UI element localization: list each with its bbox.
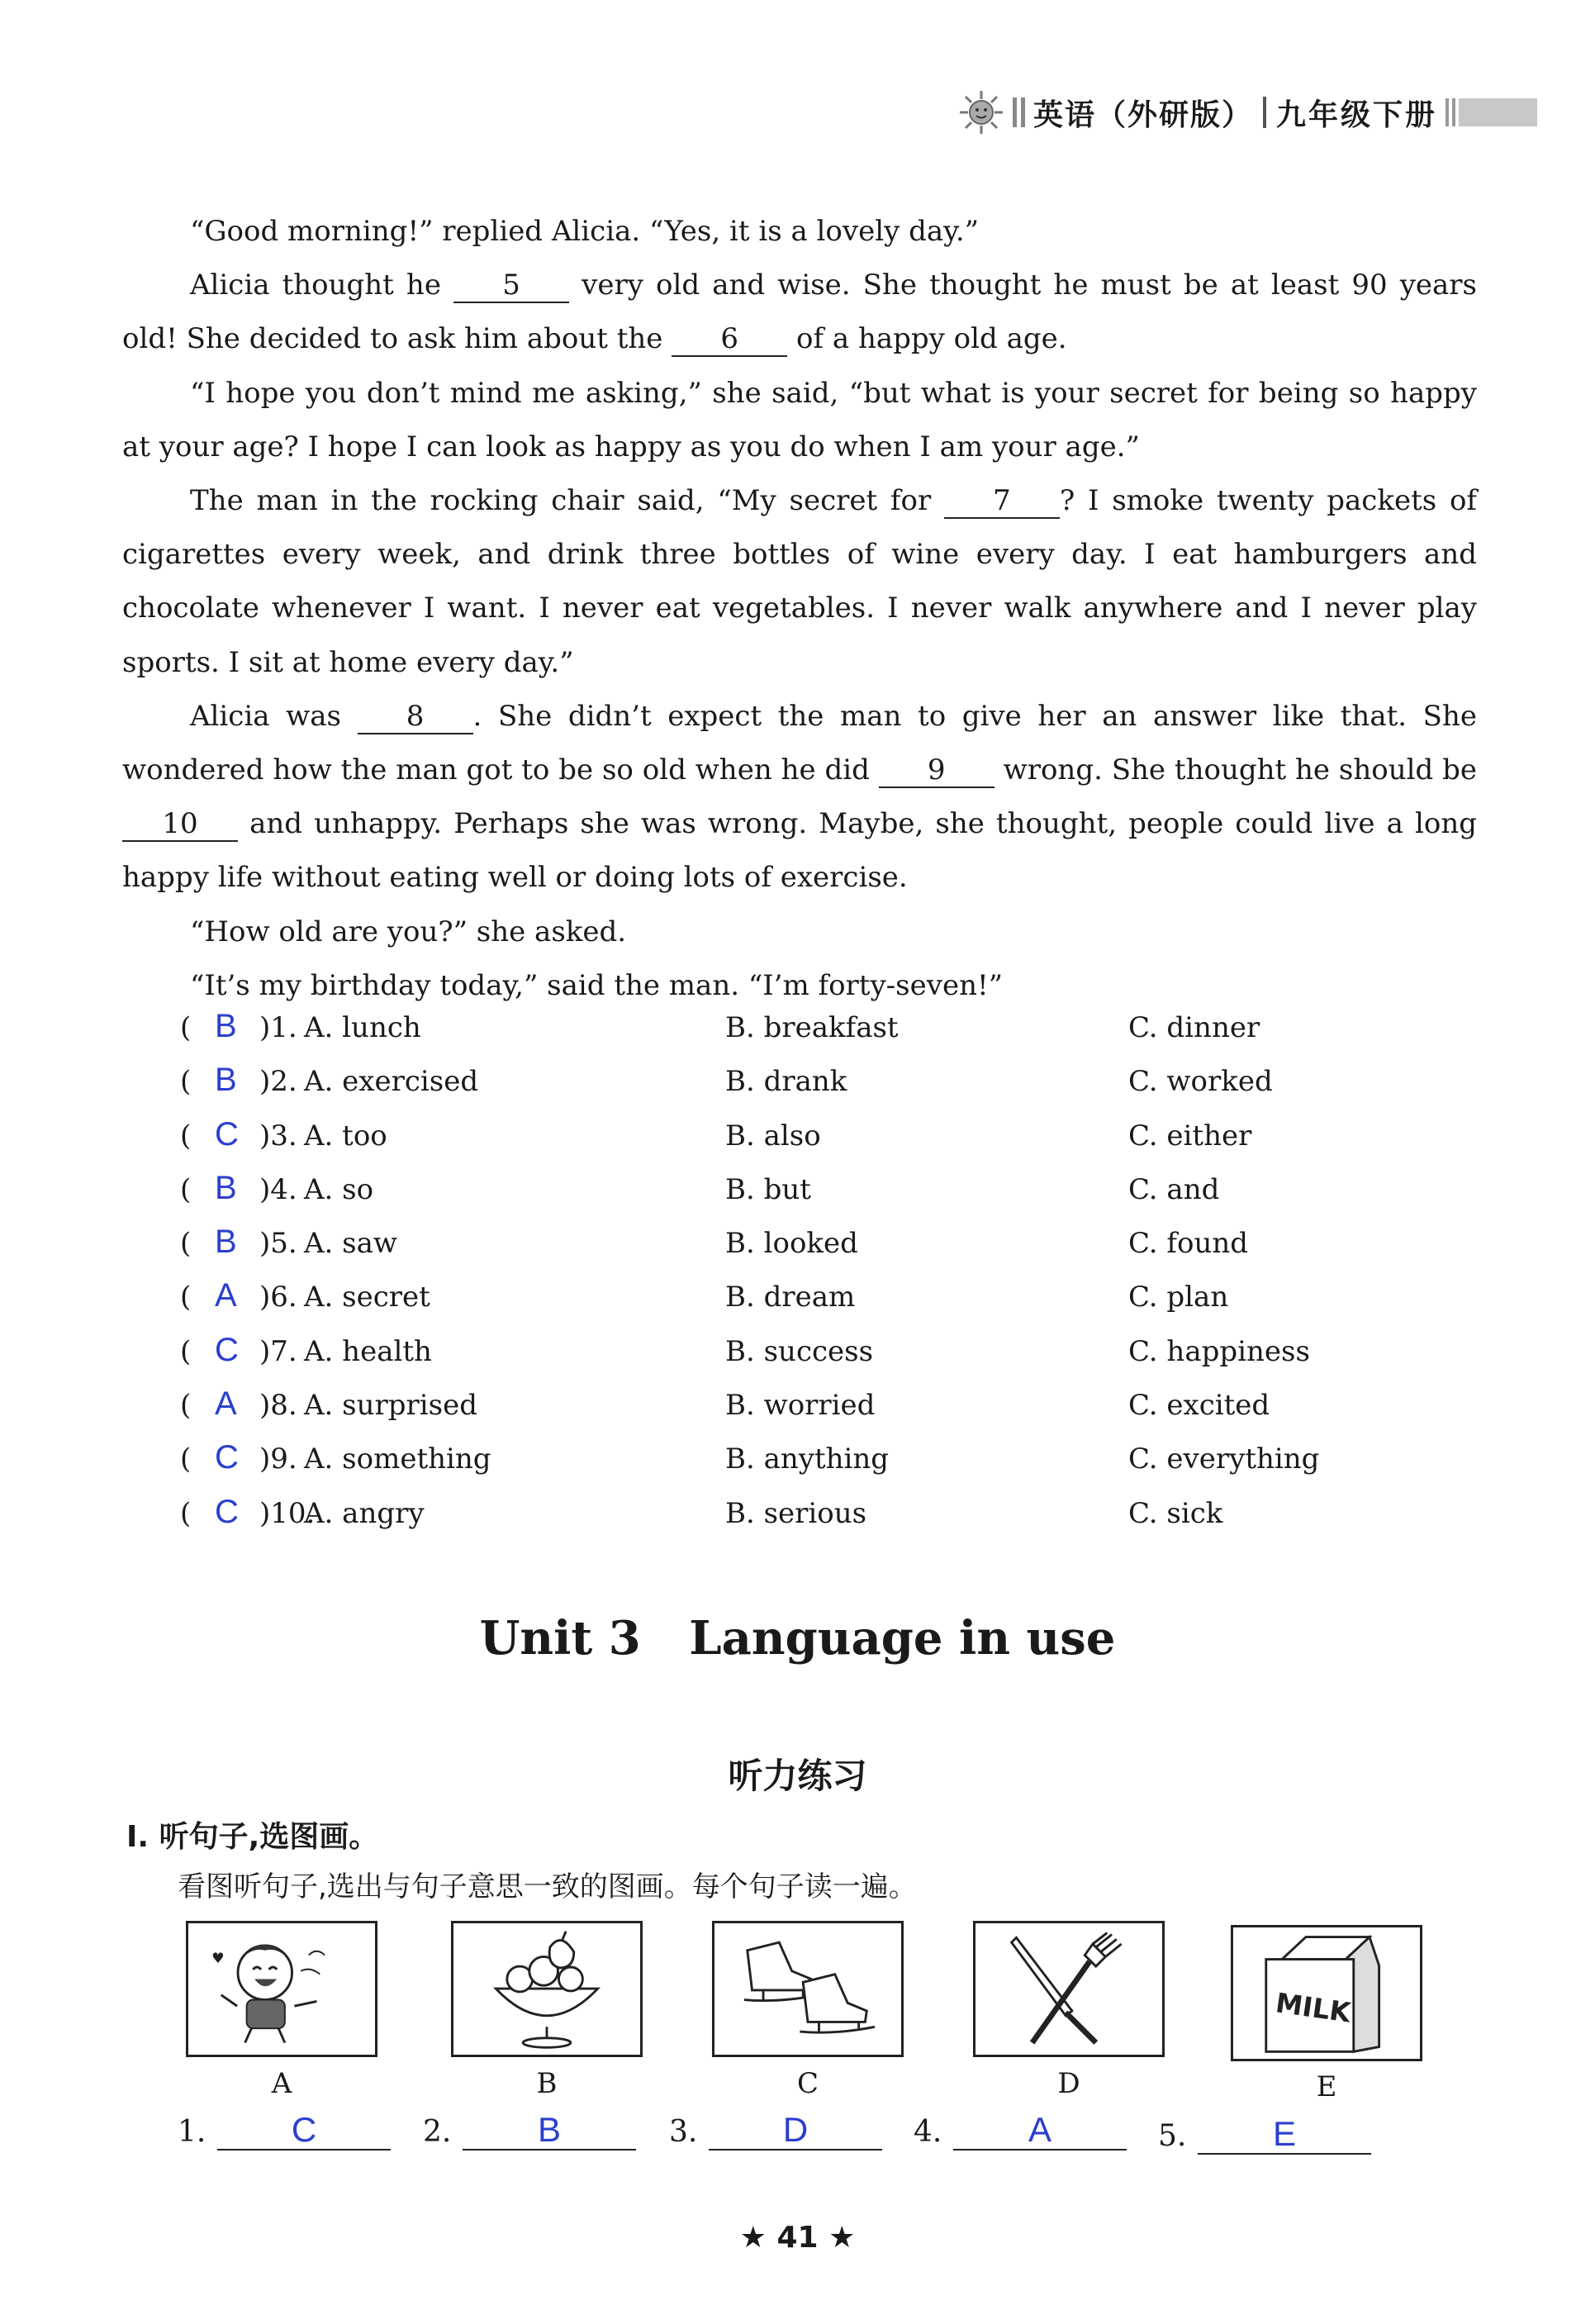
answer-mark: C xyxy=(215,1439,239,1476)
blank-5: 5 xyxy=(453,269,569,303)
sun-emblem-icon xyxy=(958,89,1004,135)
picture-label-e: E xyxy=(1316,2070,1337,2103)
choice-b: B. dream xyxy=(725,1281,856,1314)
choice-a: A. secret xyxy=(304,1281,430,1314)
passage-paragraph: “Good morning!” replied Alicia. “Yes, it is a lovely day.” xyxy=(190,215,980,248)
choice-b: B. success xyxy=(725,1334,874,1368)
choice-b: B. drank xyxy=(725,1065,847,1099)
answer-mark: A xyxy=(215,1277,237,1314)
passage-paragraph: “It’s my birthday today,” said the man. “I’m forty-seven!” xyxy=(190,968,1004,1002)
choice-a: A. something xyxy=(304,1442,491,1476)
fruit-bowl-icon xyxy=(453,1923,640,2055)
laughing-child-icon xyxy=(188,1923,375,2055)
picture-d xyxy=(973,1921,1165,2057)
choice-b: B. serious xyxy=(725,1496,867,1530)
passage-paragraph: Alicia was 8 . She didn’t expect the man to give her an answer like that. She wondered how the man got to be so old when he did 9 wrong. She thought he should be 10 and unhappy. Perhaps she was wrong. Maybe, she thought, people could live a long happy life without eating well or doing lots of exercise. xyxy=(122,699,1477,895)
choice-a: A. health xyxy=(304,1334,432,1368)
answer-blank-3[interactable]: 3. D xyxy=(669,2111,882,2151)
answer-blank-2[interactable]: 2. B xyxy=(423,2111,636,2151)
choice-c: C. everything xyxy=(1128,1442,1320,1476)
part-title: Ⅰ. 听句子,选图画。 xyxy=(126,1820,379,1854)
choice-a: A. so xyxy=(304,1172,374,1206)
choice-b: B. breakfast xyxy=(725,1011,899,1044)
choice-a: A. angry xyxy=(304,1496,425,1530)
picture-label-d: D xyxy=(1057,2067,1080,2100)
header-subject: 英语（外研版） xyxy=(1033,97,1254,132)
answer-value[interactable]: A xyxy=(953,2111,1127,2151)
instruction-text: 看图听句子,选出与句子意思一致的图画。每个句子读一遍。 xyxy=(178,1870,917,1903)
answer-mark: C xyxy=(215,1115,239,1152)
choice-b: B. looked xyxy=(725,1227,858,1261)
answer-mark: B xyxy=(215,1062,237,1099)
choice-c: C. excited xyxy=(1128,1389,1270,1423)
unit-title: Unit 3 Language in use xyxy=(479,1611,1116,1666)
picture-e xyxy=(1231,1925,1422,2061)
answer-value[interactable]: B xyxy=(463,2111,636,2151)
choice-c: C. sick xyxy=(1128,1496,1223,1530)
answer-blank-5[interactable]: 5. E xyxy=(1158,2115,1371,2155)
choice-c: C. plan xyxy=(1128,1281,1229,1314)
picture-label-b: B xyxy=(536,2067,558,2100)
choice-c: C. found xyxy=(1128,1227,1249,1261)
header-bars xyxy=(1013,97,1025,127)
choice-a: A. surprised xyxy=(304,1389,477,1423)
answer-mark: B xyxy=(215,1224,237,1261)
page-header xyxy=(958,88,1537,137)
blank-10: 10 xyxy=(122,807,238,842)
answer-value[interactable]: C xyxy=(217,2111,391,2151)
svg-text:♥: ♥ xyxy=(211,1951,225,1968)
choice-b: B. but xyxy=(725,1172,811,1206)
reading-passage xyxy=(122,205,1477,1013)
choice-c: C. happiness xyxy=(1128,1334,1310,1368)
choice-c: C. either xyxy=(1128,1119,1252,1152)
picture-c xyxy=(712,1921,904,2057)
answer-mark: B xyxy=(215,1008,237,1044)
passage-paragraph: Alicia thought he 5 very old and wise. She thought he must be at least 90 years old! She decided to ask him about the 6 of a happy old age. xyxy=(122,269,1478,356)
answer-value[interactable]: E xyxy=(1198,2115,1371,2155)
answer-blank-4[interactable]: 4. A xyxy=(914,2111,1127,2151)
picture-b xyxy=(451,1921,643,2057)
ice-skates-icon xyxy=(714,1923,901,2055)
choice-c: C. and xyxy=(1128,1172,1220,1206)
header-divider xyxy=(1263,97,1266,128)
answer-mark: A xyxy=(215,1385,237,1423)
header-grade: 九年级下册 xyxy=(1276,97,1438,132)
picture-label-c: C xyxy=(796,2067,819,2100)
answer-mark: C xyxy=(215,1331,239,1368)
blank-6: 6 xyxy=(672,322,787,357)
answer-mark: B xyxy=(215,1169,237,1206)
blank-7: 7 xyxy=(944,484,1060,519)
choice-a: A. exercised xyxy=(304,1065,479,1099)
passage-paragraph: “How old are you?” she asked. xyxy=(190,915,627,948)
header-tail-bars xyxy=(1445,98,1455,126)
blank-8: 8 xyxy=(358,700,473,734)
milk-carton-icon xyxy=(1233,1927,1420,2059)
passage-paragraph: The man in the rocking chair said, “My secret for 7 ? I smoke twenty packets of cigarettes every week, and drink three bottles of wine every day. I eat hamburgers and chocolate whenever I want. I never eat vegetables. I never walk anywhere and I never play sports. I sit at home every day.” xyxy=(122,484,1477,679)
choice-a: A. saw xyxy=(304,1227,397,1261)
page-number: ★ 41 ★ xyxy=(739,2221,856,2255)
choice-c: C. dinner xyxy=(1128,1011,1260,1044)
answer-blank-1[interactable]: 1. C xyxy=(178,2111,391,2151)
picture-label-a: A xyxy=(271,2067,292,2100)
answer-value[interactable]: D xyxy=(709,2111,882,2151)
choice-a: A. lunch xyxy=(304,1011,421,1044)
milk-label: MILK xyxy=(1274,1987,1353,2029)
choice-a: A. too xyxy=(304,1119,387,1152)
choice-b: B. anything xyxy=(725,1442,890,1476)
section-title: 听力练习 xyxy=(728,1756,867,1796)
blank-9: 9 xyxy=(879,753,995,788)
answer-mark: C xyxy=(215,1493,239,1530)
knife-fork-icon xyxy=(976,1923,1162,2055)
choice-b: B. worried xyxy=(725,1389,876,1423)
header-tail-block xyxy=(1459,98,1537,126)
choice-b: B. also xyxy=(725,1119,821,1152)
choice-c: C. worked xyxy=(1128,1065,1273,1099)
passage-paragraph: “I hope you don’t mind me asking,” she said, “but what is your secret for being so happy at your age? I hope I can look as happy as you do when I am your age.” xyxy=(122,376,1477,463)
picture-a xyxy=(186,1921,377,2057)
